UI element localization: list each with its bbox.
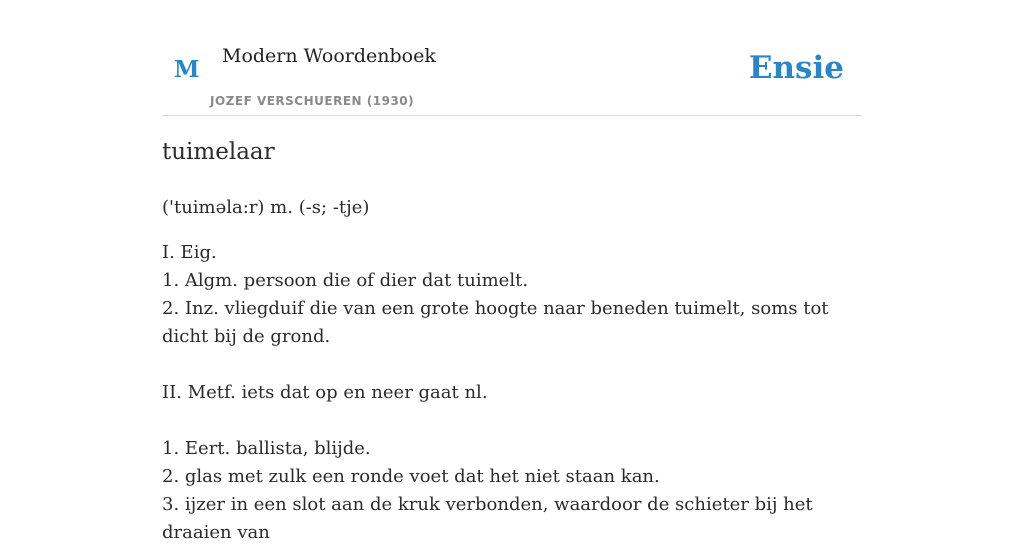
- header: [162, 0, 862, 116]
- definition-line: 3. ijzer in een slot aan de kruk verbonden, waardoor de schieter bij het draaien van: [162, 494, 813, 543]
- definition-line: 2. glas met zulk een ronde voet dat het niet staan kan.: [162, 466, 660, 487]
- entry-headword: tuimelaar: [162, 139, 275, 165]
- definition-line: II. Metf. iets dat op en neer gaat nl.: [162, 382, 488, 403]
- definition-line: 1. Eert. ballista, blijde.: [162, 438, 371, 459]
- ensie-logo[interactable]: Ensie: [748, 50, 844, 86]
- book-author: JOZEF VERSCHUEREN (1930): [210, 94, 415, 108]
- definition-line: I. Eig.: [162, 242, 217, 263]
- book-title-link[interactable]: Modern Woordenboek: [222, 45, 436, 67]
- entry-pronunciation: ('tuimǝla:r) m. (-s; -tje): [162, 197, 370, 218]
- paragraph-gap: [162, 351, 862, 379]
- paragraph-gap: [162, 407, 862, 435]
- definition-line: 1. Algm. persoon die of dier dat tuimelt.: [162, 270, 529, 291]
- book-logo[interactable]: M: [174, 56, 200, 83]
- page: [162, 0, 862, 543]
- entry-definition: [162, 239, 862, 547]
- definition-line: 2. Inz. vliegduif die van een grote hoogte naar beneden tuimelt, soms tot dicht bij de grond.: [162, 298, 829, 347]
